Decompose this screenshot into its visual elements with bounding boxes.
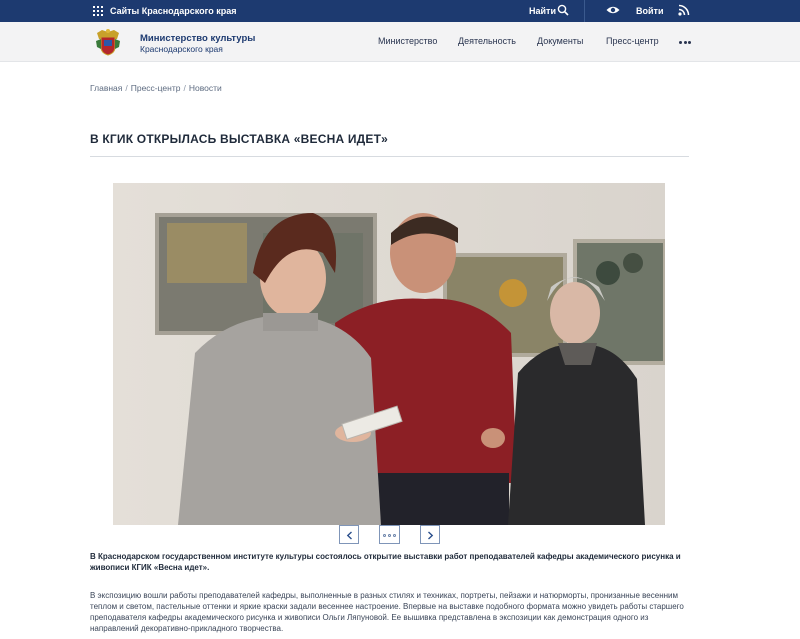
- topbar-divider: [584, 0, 585, 22]
- breadcrumb: [90, 83, 222, 93]
- search-link[interactable]: Найти: [529, 6, 556, 16]
- slider-next-button[interactable]: [420, 525, 440, 544]
- eye-icon[interactable]: [606, 5, 620, 15]
- org-name: Министерство культуры: [140, 33, 256, 44]
- ministry-name[interactable]: [140, 33, 255, 54]
- chevron-left-icon: [346, 531, 353, 540]
- nav-press-center[interactable]: Пресс-центр: [606, 36, 659, 46]
- article-lead: В Краснодарском государственном институте культуры состоялось открытие выставки работ преподавателей кафедры академического рисунка и живописи КГИК «Весна идет».: [90, 552, 681, 572]
- top-bar: [0, 0, 800, 22]
- breadcrumb-home[interactable]: Главная: [90, 83, 123, 93]
- login-link[interactable]: Войти: [636, 6, 664, 16]
- title-divider: [90, 156, 689, 157]
- rss-icon[interactable]: [678, 4, 690, 16]
- regional-sites-link[interactable]: Сайты Краснодарского края: [110, 6, 237, 16]
- breadcrumb-separator: /: [183, 83, 186, 93]
- slider-gallery-button[interactable]: [379, 525, 400, 544]
- breadcrumb-separator: /: [125, 83, 128, 93]
- chevron-right-icon: [427, 531, 434, 540]
- page-title: В КГИК ОТКРЫЛАСЬ ВЫСТАВКА «ВЕСНА ИДЕТ»: [90, 132, 389, 146]
- more-dots-icon[interactable]: [679, 41, 691, 44]
- search-icon[interactable]: [557, 4, 569, 16]
- nav-activity[interactable]: Деятельность: [458, 36, 516, 46]
- breadcrumb-press-center[interactable]: Пресс-центр: [130, 83, 181, 93]
- grid-icon[interactable]: [93, 6, 103, 16]
- article-body: В экспозицию вошли работы преподавателей кафедры, выполненные в разных стилях и техниках, портреты, пейзажи и натюрморты, пронизанные весенним теплом и светом, пастельные оттенки и яркие краски задали весеннее настроение. Впервые на выставке подобного формата можно увидеть работы старшего преподавателя кафедры академического рисунка и живописи Ольги Ляпуновой. Ее вышивка представлена в экспозиции как демонстрация одного из направлений декоративно-прикладного творчества.: [90, 591, 684, 633]
- breadcrumb-news[interactable]: Новости: [188, 83, 222, 93]
- org-region: Краснодарского края: [140, 44, 223, 54]
- site-header: [0, 22, 800, 62]
- nav-documents[interactable]: Документы: [537, 36, 584, 46]
- slider-prev-button[interactable]: [339, 525, 359, 544]
- nav-ministry[interactable]: Министерство: [378, 36, 438, 46]
- coat-of-arms-logo[interactable]: [94, 27, 122, 57]
- article-photo[interactable]: [113, 183, 665, 525]
- exhibition-photo: [113, 183, 665, 525]
